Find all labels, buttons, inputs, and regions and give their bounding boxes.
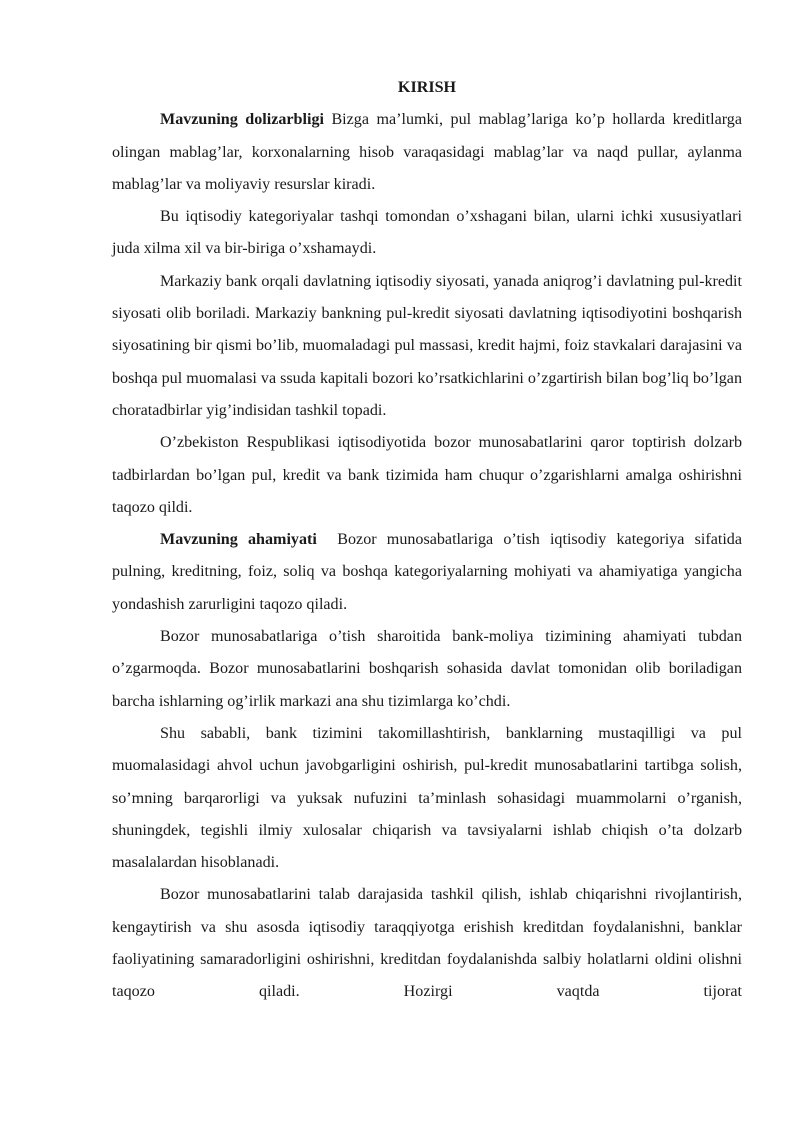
page-title: KIRISH xyxy=(397,79,457,96)
paragraph xyxy=(112,201,742,266)
paragraph-text: Bozor munosabatlariga o’tish sharoitida bank-moliya tizimining ahamiyati tubdan o’zgarmoqda. Bozor munosabatlarini boshqarish sohasida davlat tomonidan olib boriladigan barcha ishlarning og’irlik markazi ana shu tizimlarga ko’chdi. xyxy=(112,628,742,710)
paragraph-text: Markaziy bank orqali davlatning iqtisodiy siyosati, yanada aniqrog’i davlatning pul-kredit siyosati olib boriladi. Markaziy bankning pul-kredit siyosati davlatning iqtisodiyotini boshqarish siyosatining bir qismi bo’lib, muomaladagi pul massasi, kredit hajmi, foiz stavkalari darajasini va boshqa pul muomalasi va ssuda kapitali bozori ko’rsatkichlarini o’zgartirish bilan bog’liq bo’lgan choratadbirlar yig’indisidan tashkil topadi. xyxy=(112,272,742,419)
paragraph-text: Bu iqtisodiy kategoriyalar tashqi tomondan o’xshagani bilan, ularni ichki xususiyatlari juda xilma xil va bir-biriga o’xshamaydi. xyxy=(112,208,742,258)
paragraph xyxy=(112,718,742,879)
paragraph xyxy=(112,879,742,1008)
paragraph xyxy=(112,621,742,718)
paragraph-lead: Mavzuning dolizarbligi xyxy=(160,111,324,129)
document-page xyxy=(112,72,747,1009)
paragraph-text: Shu sababli, bank tizimini takomillashtirish, banklarning mustaqilligi va pul muomalasidagi ahvol uchun javobgarligini oshirish, pul-kredit munosabatlarini tartibga solish, so’mning barqarorligi va yuksak nufuzini ta’minlash sohasidagi muammolarni o’rganish, shuningdek, tegishli ilmiy xulosalar chiqarish va tavsiyalarni ishlab chiqish o’ta dolzarb masalalardan hisoblanadi. xyxy=(112,724,742,872)
paragraph-text: O’zbekiston Respublikasi iqtisodiyotida bozor munosabatlarini qaror toptirish dolzarb tadbirlardan bo’lgan pul, kredit va bank tizimida ham chuqur o’zgarishlarni amalga oshirishni taqozo qildi. xyxy=(112,434,742,516)
paragraph-text: Bozor munosabatlariga o’tish iqtisodiy kategoriya sifatida pulning, kreditning, foiz, soliq va boshqa kategoriyalarning mohiyati va ahamiyatiga yangicha yondashish zarurligini taqozo qiladi. xyxy=(112,531,747,613)
paragraph xyxy=(112,427,742,524)
paragraph-relevance xyxy=(112,104,742,201)
paragraph-text: Bizga ma’lumki, pul mablag’lariga ko’p hollarda kreditlarga olingan mablag’lar, korxonalarning hisob varaqasidagi mablag’lar va naqd pullar, aylanma mablag’lar va moliyaviy resurslar kiradi. xyxy=(112,111,742,193)
paragraph-text: Bozor munosabatlarini talab darajasida tashkil qilish, ishlab chiqarishni rivojlantirish, kengaytirish va shu asosda iqtisodiy taraqqiyotga erishish kreditdan foydalanishni, banklar faoliyatining samaradorligini oshirishni, kreditdan foydalanishda salbiy holatlarni oldini olishni taqozo qiladi. Hozirgi vaqtda tijorat xyxy=(112,886,742,1001)
paragraph-lead: Mavzuning ahamiyati xyxy=(160,531,317,549)
paragraph-importance xyxy=(112,524,747,621)
paragraph xyxy=(112,266,742,427)
